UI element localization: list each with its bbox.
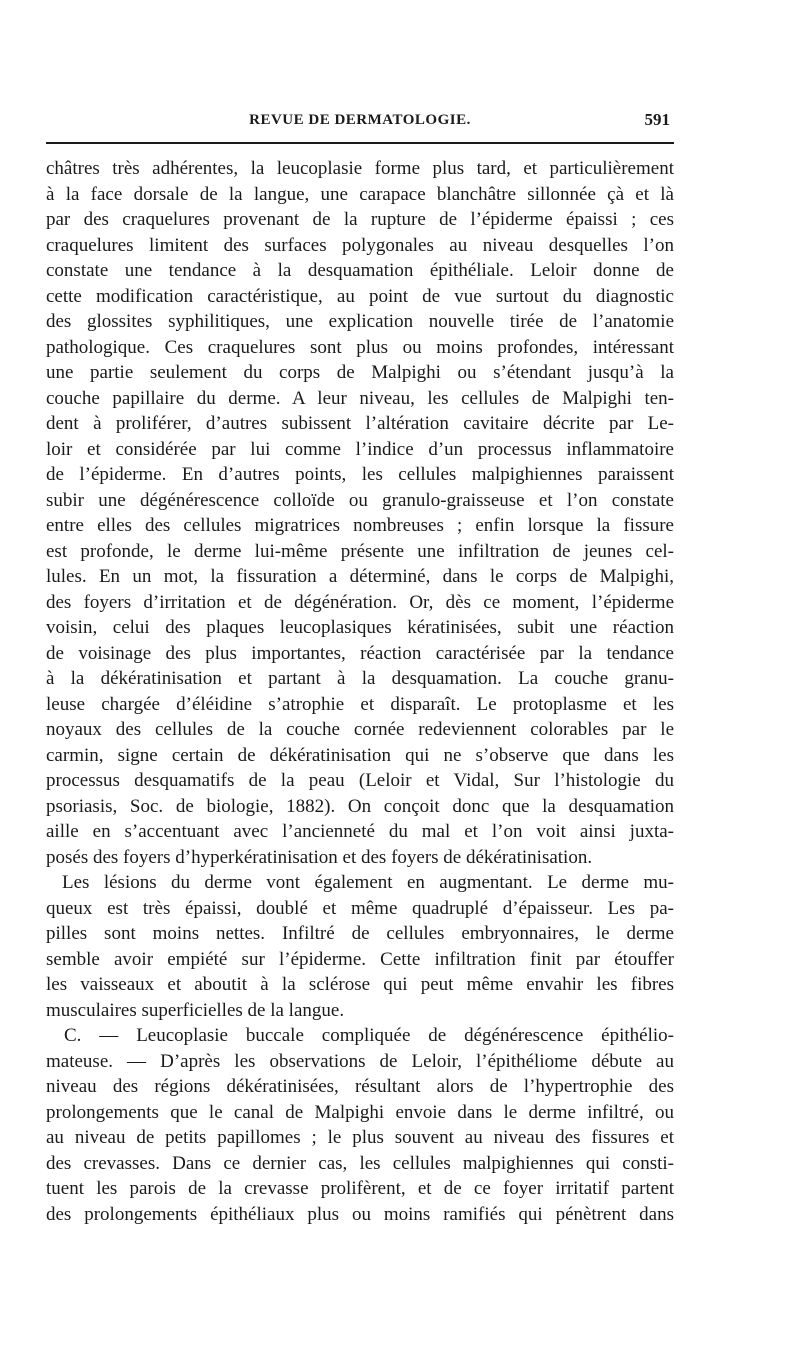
text-line: au niveau de petits papillomes ; le plus souvent au niveau des fissures et [46,1127,674,1148]
text-line: de l’épiderme. En d’autres points, les cellules malpighiennes paraissent [46,464,674,485]
text-line: niveau des régions dékératinisées, résultant alors de l’hypertrophie des [46,1076,674,1097]
text-line: psoriasis, Soc. de biologie, 1882). On conçoit donc que la desquamation [46,795,674,817]
text-line: subir une dégénérescence colloïde ou granulo-graisseuse et l’on constate [46,489,674,511]
text-line: processus desquamatifs de la peau (Leloir et Vidal, Sur l’histologie du [46,770,674,791]
text-line: pathologique. Ces craquelures sont plus ou moins profondes, intéressant [46,336,674,358]
text-line: couche papillaire du derme. A leur niveau, les cellules de Malpighi ten- [46,387,674,409]
text-line: posés des foyers d’hyperkératinisation et des foyers de dékératinisation. [46,846,593,868]
text-line: craquelures limitent des surfaces polygonales au niveau desquelles l’on [46,234,674,256]
text-line: leuse chargée d’éléidine s’atrophie et disparaît. Le protoplasme et les [46,693,674,715]
text-line: à la face dorsale de la langue, une carapace blanchâtre sillonnée çà et là [46,183,674,205]
text-line: semble avoir empiété sur l’épiderme. Cette infiltration finit par étouffer [46,948,674,970]
text-line: des prolongements épithéliaux plus ou moins ramifiés qui pénètrent dans [46,1203,674,1225]
text-line: constate une tendance à la desquamation épithéliale. Leloir donne de [46,260,674,281]
page [46,104,674,1225]
page-number: 591 [644,110,670,129]
text-line: des glossites syphilitiques, une explication nouvelle tirée de l’anatomie [46,311,674,332]
text-line: entre elles des cellules migratrices nombreuses ; enfin lorsque la fissure [46,515,674,536]
text-line: lules. En un mot, la fissuration a déterminé, dans le corps de Malpighi, [46,566,674,587]
text-line: est profonde, le derme lui-même présente une infiltration de jeunes cel- [46,540,674,562]
text-line: carmin, signe certain de dékératinisation qui ne s’observe que dans les [46,744,674,766]
body-text [46,156,674,1227]
text-line: châtres très adhérentes, la leucoplasie forme plus tard, et particulièrement [46,158,674,179]
text-line: loir et considérée par lui comme l’indice d’un processus inflammatoire [46,438,674,460]
text-line: dent à proliférer, d’autres subissent l’altération cavitaire décrite par Le- [46,413,674,434]
text-line: une partie seulement du corps de Malpighi ou s’étendant jusqu’à la [46,362,674,383]
text-line: les vaisseaux et aboutit à la sclérose qui peut même envahir les fibres [46,974,674,995]
text-line: aille en s’accentuant avec l’ancienneté du mal et l’on voit ainsi juxta- [46,821,674,842]
text-line: noyaux des cellules de la couche cornée redeviennent colorables par le [46,719,674,740]
text-line: des foyers d’irritation et de dégénération. Or, dès ce moment, l’épiderme [46,591,674,613]
running-title: REVUE DE DERMATOLOGIE. [249,112,471,128]
text-line: cette modification caractéristique, au point de vue surtout du diagnostic [46,285,674,307]
text-line: tuent les parois de la crevasse prolifèrent, et de ce foyer irritatif partent [46,1178,674,1199]
text-line: voisin, celui des plaques leucoplasiques kératinisées, subit une réaction [46,617,674,638]
text-line: par des craquelures provenant de la rupture de l’épiderme épaissi ; ces [46,209,674,230]
text-line: Les lésions du derme vont également en augmentant. Le derme mu- [62,872,674,893]
text-line: mateuse. — D’après les observations de Leloir, l’épithéliome débute au [46,1050,674,1072]
running-head [46,104,674,134]
text-line: pilles sont moins nettes. Infiltré de cellules embryonnaires, le derme [46,923,674,944]
text-line: à la dékératinisation et partant à la desquamation. La couche granu- [46,668,674,689]
text-line: musculaires superficielles de la langue. [46,999,345,1021]
text-line: C. — Leucoplasie buccale compliquée de dégénérescence épithélio- [64,1025,674,1046]
text-line: prolongements que le canal de Malpighi envoie dans le derme infiltré, ou [46,1101,674,1123]
text-line: de voisinage des plus importantes, réaction caractérisée par la tendance [46,642,674,664]
text-line: queux est très épaissi, doublé et même quadruplé d’épaisseur. Les pa- [46,897,674,919]
text-line: des crevasses. Dans ce dernier cas, les cellules malpighiennes qui consti- [46,1152,674,1174]
header-rule [46,142,674,144]
